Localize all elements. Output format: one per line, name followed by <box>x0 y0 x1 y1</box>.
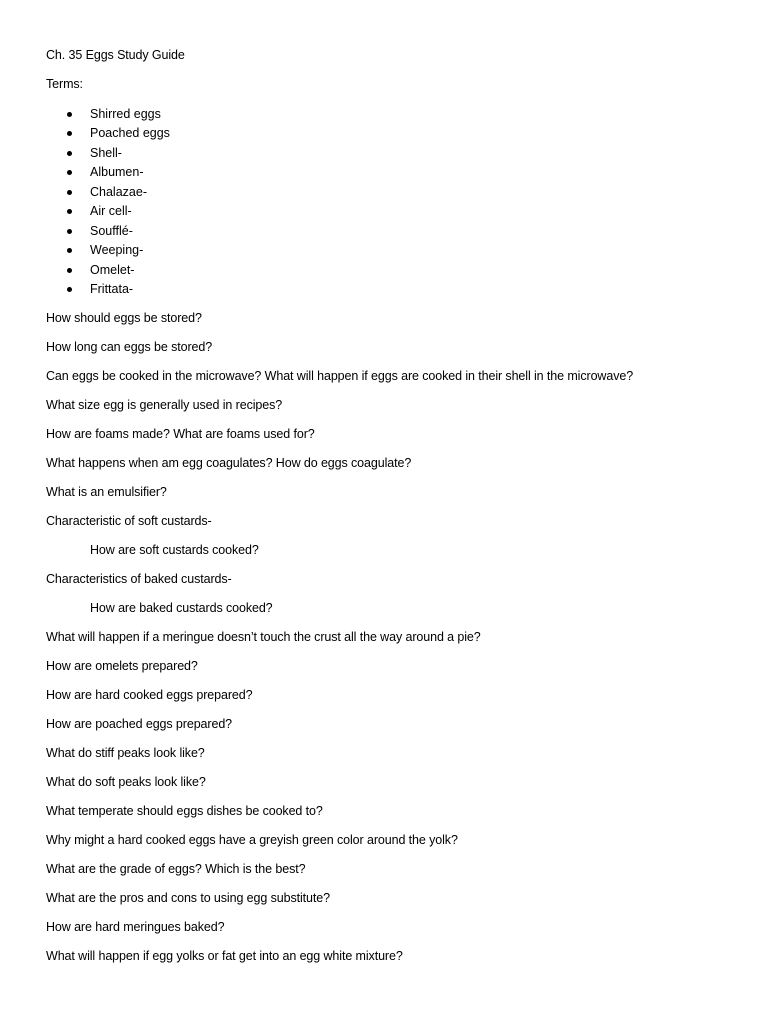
question-line-indented: How are baked custards cooked? <box>90 601 273 615</box>
question-line: How are omelets prepared? <box>46 659 198 673</box>
terms-heading: Terms: <box>46 77 83 91</box>
bullet-icon <box>67 190 72 195</box>
question-line: What is an emulsifier? <box>46 485 167 499</box>
list-item <box>90 281 133 297</box>
bullet-icon <box>67 170 72 175</box>
bullet-icon <box>67 112 72 117</box>
question-line: What happens when am egg coagulates? How do eggs coagulate? <box>46 456 412 470</box>
question-line: What do soft peaks look like? <box>46 775 206 789</box>
bullet-icon <box>67 209 72 214</box>
list-item <box>90 164 144 180</box>
question-line: Characteristics of baked custards- <box>46 572 232 586</box>
term-label: Poached eggs <box>90 126 170 140</box>
question-line: How are hard meringues baked? <box>46 920 225 934</box>
question-line: How long can eggs be stored? <box>46 340 213 354</box>
term-label: Weeping- <box>90 243 144 257</box>
term-label: Air cell- <box>90 204 132 218</box>
list-item <box>90 223 133 239</box>
list-item <box>90 145 122 161</box>
document-title: Ch. 35 Eggs Study Guide <box>46 48 185 62</box>
question-line: Can eggs be cooked in the microwave? What will happen if eggs are cooked in their shell in the microwave? <box>46 369 634 383</box>
question-line: How are poached eggs prepared? <box>46 717 233 731</box>
question-line: What size egg is generally used in recipes? <box>46 398 283 412</box>
term-label: Frittata- <box>90 282 134 296</box>
list-item <box>90 125 170 141</box>
bullet-icon <box>67 287 72 292</box>
term-label: Shell- <box>90 146 122 160</box>
question-line: How are hard cooked eggs prepared? <box>46 688 253 702</box>
term-label: Albumen- <box>90 165 144 179</box>
question-line: What will happen if egg yolks or fat get into an egg white mixture? <box>46 949 403 963</box>
question-line-indented: How are soft custards cooked? <box>90 543 259 557</box>
term-label: Chalazae- <box>90 185 147 199</box>
bullet-icon <box>67 131 72 136</box>
term-label: Shirred eggs <box>90 107 161 121</box>
question-line: How should eggs be stored? <box>46 311 202 325</box>
bullet-icon <box>67 151 72 156</box>
list-item <box>90 262 134 278</box>
term-label: Omelet- <box>90 263 135 277</box>
list-item <box>90 184 147 200</box>
question-line: Characteristic of soft custards- <box>46 514 212 528</box>
bullet-icon <box>67 268 72 273</box>
question-line: What are the grade of eggs? Which is the best? <box>46 862 306 876</box>
question-line: How are foams made? What are foams used for? <box>46 427 315 441</box>
question-line: Why might a hard cooked eggs have a greyish green color around the yolk? <box>46 833 458 847</box>
term-label: Soufflé- <box>90 224 133 238</box>
question-line: What will happen if a meringue doesn’t touch the crust all the way around a pie? <box>46 630 481 644</box>
question-line: What are the pros and cons to using egg substitute? <box>46 891 330 905</box>
list-item <box>90 203 132 219</box>
question-line: What temperate should eggs dishes be cooked to? <box>46 804 323 818</box>
list-item <box>90 242 143 258</box>
list-item <box>90 106 161 122</box>
question-line: What do stiff peaks look like? <box>46 746 205 760</box>
bullet-icon <box>67 248 72 253</box>
bullet-icon <box>67 229 72 234</box>
